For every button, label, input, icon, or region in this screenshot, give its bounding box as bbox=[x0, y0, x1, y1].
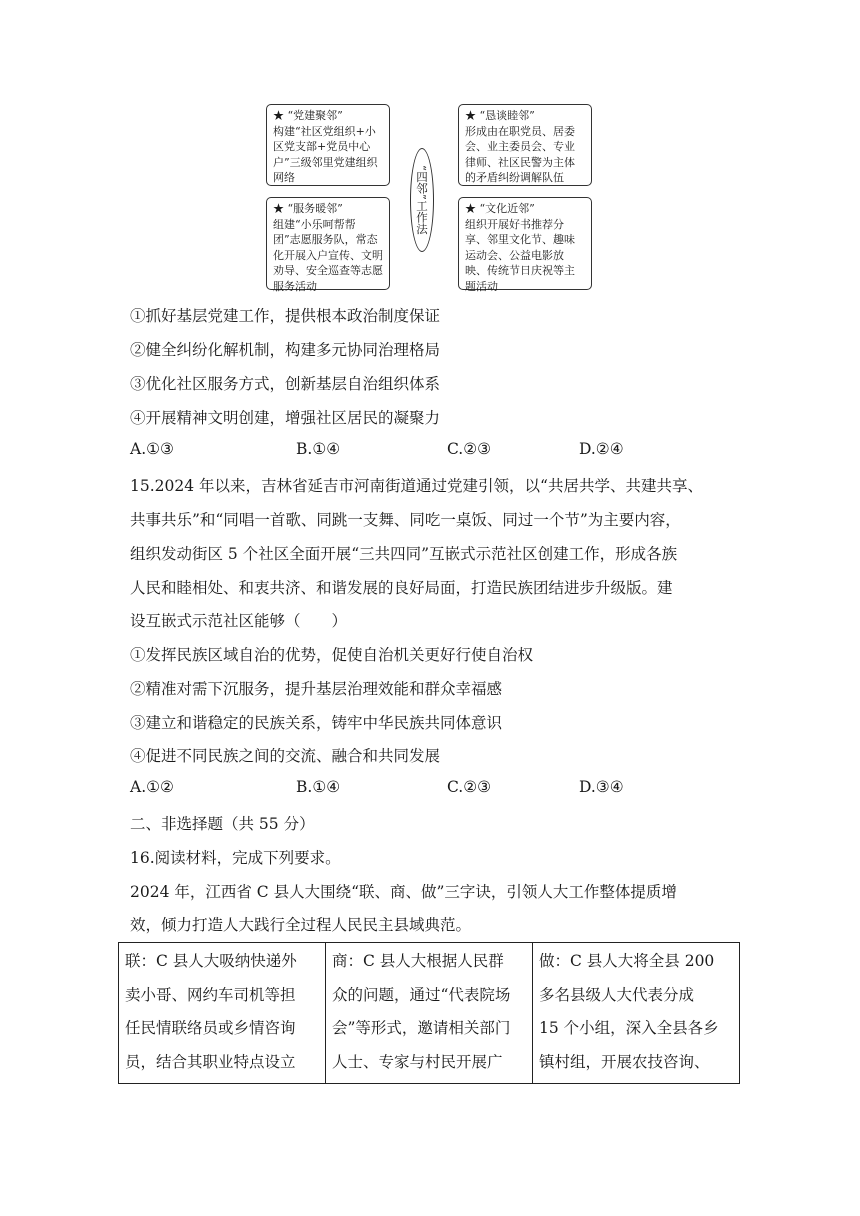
cell-line: 商：C 县人大根据人民群 bbox=[332, 952, 504, 970]
q15-stem-line-2: 共事共乐”和“同唱一首歌、同跳一支舞、同吃一桌饭、同过一个节”为主要内容， bbox=[130, 511, 681, 529]
cell-line: 联：C 县人大吸纳快递外 bbox=[125, 952, 297, 970]
cell-line: 15 个小组，深入全县各乡 bbox=[539, 1019, 719, 1037]
table-cell-zuo bbox=[533, 943, 740, 1084]
material-table bbox=[118, 942, 740, 1084]
box-title: ★ “党建聚邻” bbox=[273, 109, 343, 122]
box-title: ★ “恳谈睦邻” bbox=[465, 109, 535, 122]
section-heading: 二、非选择题（共 55 分） bbox=[130, 815, 315, 833]
diagram-box-service bbox=[266, 197, 390, 293]
box-title: ★ “服务暖邻” bbox=[273, 202, 343, 215]
table-cell-shang bbox=[326, 943, 533, 1084]
box-body: 组织开展好书推荐分享、邻里文化节、趣味运动会、公益电影放映、传统节日庆祝等主题活动 bbox=[465, 217, 575, 293]
q15-stem-line-3: 组织发动街区 5 个社区全面开展“三共四同”互嵌式示范社区创建工作，形成各族 bbox=[130, 545, 678, 563]
q14-option-d: D.②④ bbox=[579, 440, 624, 458]
q15-statement-3: ③建立和谐稳定的民族关系，铸牢中华民族共同体意识 bbox=[130, 714, 503, 732]
q15-option-c: C.②③ bbox=[447, 778, 492, 796]
table-cell-lian bbox=[119, 943, 326, 1084]
q15-stem-line-4: 人民和睦相处、和衷共济、和谐发展的良好局面，打造民族团结进步升级版。建 bbox=[130, 579, 673, 597]
cell-line: 会”等形式，邀请相关部门 bbox=[332, 1019, 511, 1037]
cell-line: 员，结合其职业特点设立 bbox=[125, 1052, 296, 1071]
cell-line: 做：C 县人大将全县 200 bbox=[539, 952, 715, 970]
q15-statement-2: ②精准对需下沉服务，提升基层治理效能和群众幸福感 bbox=[130, 680, 503, 698]
box-body: 组建“小乐呵帮帮团”志愿服务队，常态化开展入户宣传、文明劝导、安全巡查等志愿服务活动 bbox=[273, 217, 383, 293]
box-title: ★ “文化近邻” bbox=[465, 202, 535, 215]
q15-option-d: D.③④ bbox=[579, 778, 624, 796]
q15-stem-line-5: 设互嵌式示范社区能够（ ） bbox=[130, 612, 348, 630]
q15-stem-line-1: 15.2024 年以来，吉林省延吉市河南街道通过党建引领，以“共居共学、共建共享、 bbox=[130, 477, 703, 495]
diagram-box-mediation bbox=[458, 104, 592, 186]
q14-statement-2: ②健全纠纷化解机制，构建多元协同治理格局 bbox=[130, 341, 441, 359]
q15-option-a: A.①② bbox=[130, 778, 174, 796]
q15-option-b: B.①④ bbox=[296, 778, 341, 796]
q16-material-line-2: 效，倾力打造人大践行全过程人民民主县域典范。 bbox=[130, 916, 472, 934]
box-body: 构建“社区党组织+小区党支部+党员中心户”三级邻里党建组织网络 bbox=[273, 124, 378, 184]
q16-stem: 16.阅读材料，完成下列要求。 bbox=[130, 849, 341, 867]
q14-option-b: B.①④ bbox=[296, 440, 341, 458]
q15-statement-1: ①发挥民族区域自治的优势，促使自治机关更好行使自治权 bbox=[130, 646, 534, 664]
cell-line: 多名县级人大代表分成 bbox=[539, 985, 695, 1004]
cell-line: 众的问题，通过“代表院场 bbox=[332, 985, 511, 1004]
table-row bbox=[119, 943, 740, 1084]
cell-line: 镇村组，开展农技咨询、 bbox=[539, 1052, 710, 1071]
q14-statement-3: ③优化社区服务方式，创新基层自治组织体系 bbox=[130, 375, 441, 393]
diagram-center-oval bbox=[410, 148, 434, 252]
diagram-box-culture bbox=[458, 197, 592, 293]
q14-statement-1: ①抓好基层党建工作，提供根本政治制度保证 bbox=[130, 307, 441, 325]
diagram-center-label: “四邻”工作法 bbox=[415, 165, 429, 235]
box-body: 形成由在职党员、居委会、业主委员会、专业律师、社区民警为主体的矛盾纠纷调解队伍 bbox=[465, 124, 575, 184]
cell-line: 人士、专家与村民开展广 bbox=[332, 1052, 503, 1071]
q14-statement-4: ④开展精神文明创建，增强社区居民的凝聚力 bbox=[130, 409, 441, 427]
cell-line: 任民情联络员或乡情咨询 bbox=[125, 1019, 296, 1037]
q14-option-c: C.②③ bbox=[447, 440, 492, 458]
cell-line: 卖小哥、网约车司机等担 bbox=[125, 985, 296, 1004]
q16-material-line-1: 2024 年，江西省 C 县人大围绕“联、商、做”三字诀，引领人大工作整体提质增 bbox=[130, 883, 677, 901]
diagram-box-party-building bbox=[266, 104, 390, 186]
q15-statement-4: ④促进不同民族之间的交流、融合和共同发展 bbox=[130, 747, 441, 765]
q14-option-a: A.①③ bbox=[130, 440, 174, 458]
